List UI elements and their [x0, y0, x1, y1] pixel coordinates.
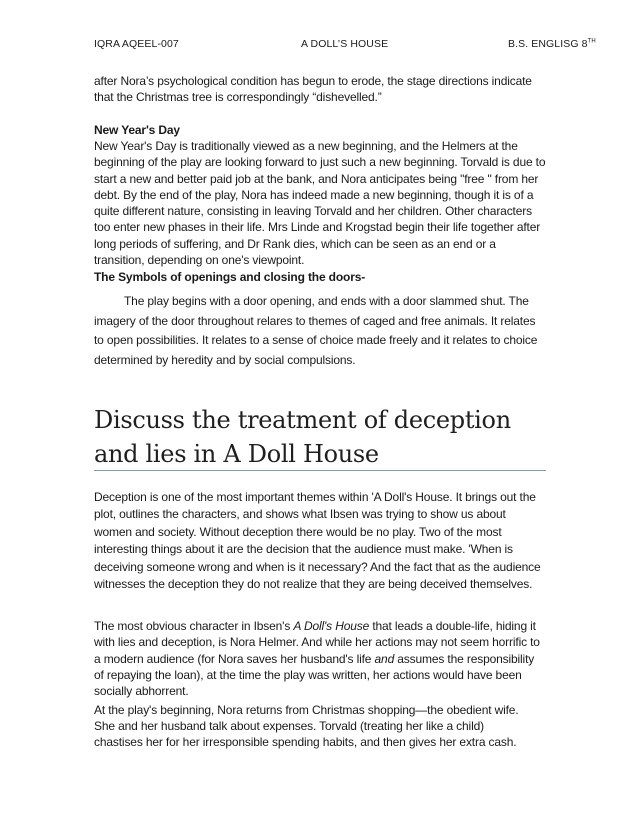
- symbols-heading: The Symbols of openings and closing the doors-: [94, 270, 366, 284]
- symbols-paragraph: The play begins with a door opening, and ends with a door slammed shut. The imagery of the door throughout relares to themes of caged and free animals. It relates to open possibilities. It relates to a sense of choice made freely and it relates to choice determined by heredity and by social compulsions.: [94, 294, 538, 367]
- header-course-sup: TH: [587, 38, 596, 45]
- header-course: [508, 38, 596, 50]
- header-title: A DOLL’S HOUSE: [301, 38, 389, 50]
- p2-play-title: A Doll's House: [293, 619, 370, 633]
- p2-part-c: assumes the responsibility of repaying the loan), at the time the play was written, her actions would have been socially abhorrent.: [94, 651, 535, 699]
- new-year-heading: New Year's Day: [94, 123, 180, 137]
- p2-and: and: [374, 651, 395, 666]
- section-title: Discuss the treatment of deception and lies in A Doll House: [94, 406, 511, 468]
- deception-paragraph-3-line-3: chastises her for her irresponsible spending habits, and then gives her extra cash.: [94, 735, 517, 749]
- deception-paragraph-3-line-2: She and her husband talk about expenses. Torvald (treating her like a child): [94, 719, 484, 733]
- header-author: IQRA AQEEL-007: [94, 38, 179, 50]
- deception-paragraph-2: [94, 618, 546, 699]
- p2-part-a: The most obvious character in Ibsen's: [94, 619, 294, 633]
- new-year-paragraph: New Year's Day is traditionally viewed as a new beginning, and the Helmers at the beginning of the play are looking forward to just such a new beginning. Torvald is due to start a new and better paid job at the bank, and Nora anticipates being "free " from her debt. By the end of the play, Nora has indeed made a new beginning, though it is of a quite different nature, consisting in leaving Torvald and her children. Other characters too enter new phases in their life. Mrs Linde and Krogstad begin their life together after long periods of suffering, and Dr Rank dies, which can be seen as an end or a transition, depending on one's viewpoint.: [94, 139, 546, 268]
- deception-paragraph-1: Deception is one of the most important themes within 'A Doll's House. It brings out the plot, outlines the characters, and shows what Ibsen was trying to show us about women and society. Without deception there would be no play. Two of the most interesting things about it are the decision that the audience must make. 'When is deceiving someone wrong and when is it necessary? And the fact that as the audience witnesses the deception they do not realize that they are being deceived themselves.: [94, 490, 541, 592]
- p2-part-b: that leads a double-life, hiding it with lies and deception, is Nora Helmer. And while her actions may not seem horrific to a modern audience (for Nora saves her husband's life: [94, 619, 540, 666]
- title-underline: [94, 470, 546, 471]
- intro-paragraph: after Nora’s psychological condition has begun to erode, the stage directions indicate that the Christmas tree is correspondingly “dishevelled.”: [94, 74, 532, 105]
- header-course-text: B.S. ENGLISG 8: [508, 38, 588, 50]
- deception-paragraph-3-line-1: At the play's beginning, Nora returns from Christmas shopping—the obedient wife.: [94, 703, 519, 717]
